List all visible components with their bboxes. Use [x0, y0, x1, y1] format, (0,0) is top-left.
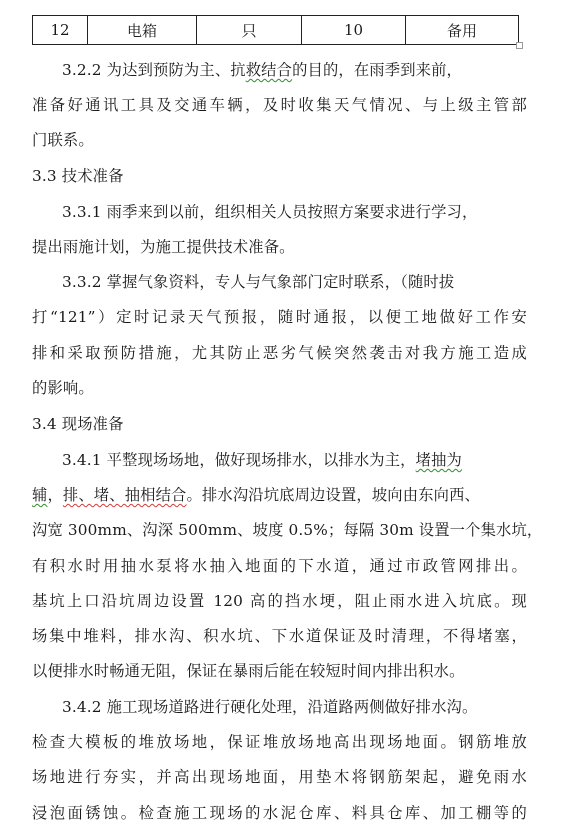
equipment-table [32, 15, 519, 45]
paragraph-line: 3.3.1 雨季来到以前，组织相关人员按照方案要求进行学习， [62, 203, 478, 221]
paragraph-line: 3.4.1 平整现场场地，做好现场排水，以排水为主，堵抽为 [62, 451, 462, 469]
paragraph-line: 准备好通讯工具及交通车辆，及时收集天气情况、与上级主管部 [32, 96, 527, 114]
paragraph-line: 沟宽 300mm、沟深 500mm、坡度 0.5%；每隔 30m 设置一个集水坑， [32, 521, 543, 539]
paragraph-line: 3.3.2 掌握气象资料，专人与气象部门定时联系，（随时拔 [62, 273, 455, 291]
paragraph-line: 以便排水时畅通无阻，保证在暴雨后能在较短时间内排出积水。 [32, 662, 465, 680]
grammar-underline: 辅 [32, 486, 48, 504]
paragraph-line: 基坑上口沿坑周边设置 120 高的挡水埂，阻止雨水进入坑底。现 [32, 592, 527, 610]
paragraph-line: 排和采取预防措施，尤其防止恶劣气候突然袭击对我方施工造成 [32, 344, 527, 362]
paragraph-line: 浸泡面锈蚀。检查施工现场的水泥仓库、料具仓库、加工棚等的 [32, 804, 527, 822]
table-cell-note: 备用 [406, 16, 519, 45]
paragraph-line: 门联系。 [32, 131, 94, 149]
grammar-underline: 救结合 [245, 61, 293, 79]
table-cell-name: 电箱 [88, 16, 197, 45]
grammar-underline: 堵抽为 [415, 451, 462, 469]
section-heading: 3.4 现场准备 [32, 415, 124, 433]
paragraph-line: 有积水时用抽水泵将水抽入地面的下水道，通过市政管网排出。 [32, 557, 527, 575]
table-cell-no: 12 [33, 16, 88, 45]
paragraph-line: 场集中堆料，排水沟、积水坑、下水道保证及时清理，不得堵塞， [32, 627, 527, 645]
paragraph-line: 场地进行夯实，并高出现场地面，用垫木将钢筋架起，避免雨水 [32, 768, 527, 786]
paragraph-line: 打“121”）定时记录天气预报，随时通报，以便工地做好工作安 [32, 308, 527, 326]
paragraph-line: 3.2.2 为达到预防为主、抗救结合的目的，在雨季到来前， [62, 61, 462, 79]
paragraph-line: 检查大模板的堆放场地，保证堆放场地高出现场地面。钢筋堆放 [32, 733, 527, 751]
paragraph-line: 辅，排、堵、抽相结合。排水沟沿坑底周边设置，坡向由东向西、 [32, 486, 480, 504]
table-resize-handle[interactable] [516, 42, 523, 49]
spelling-underline: 排、堵、抽相结合 [62, 486, 187, 504]
table-cell-unit: 只 [197, 16, 302, 45]
paragraph-line: 提出雨施计划，为施工提供技术准备。 [32, 238, 295, 256]
table-row [33, 16, 519, 45]
section-heading: 3.3 技术准备 [32, 167, 124, 185]
table-cell-qty: 10 [302, 16, 406, 45]
paragraph-line: 3.4.2 施工现场道路进行硬化处理，沿道路两侧做好排水沟。 [62, 698, 478, 716]
paragraph-line: 的影响。 [32, 379, 94, 397]
